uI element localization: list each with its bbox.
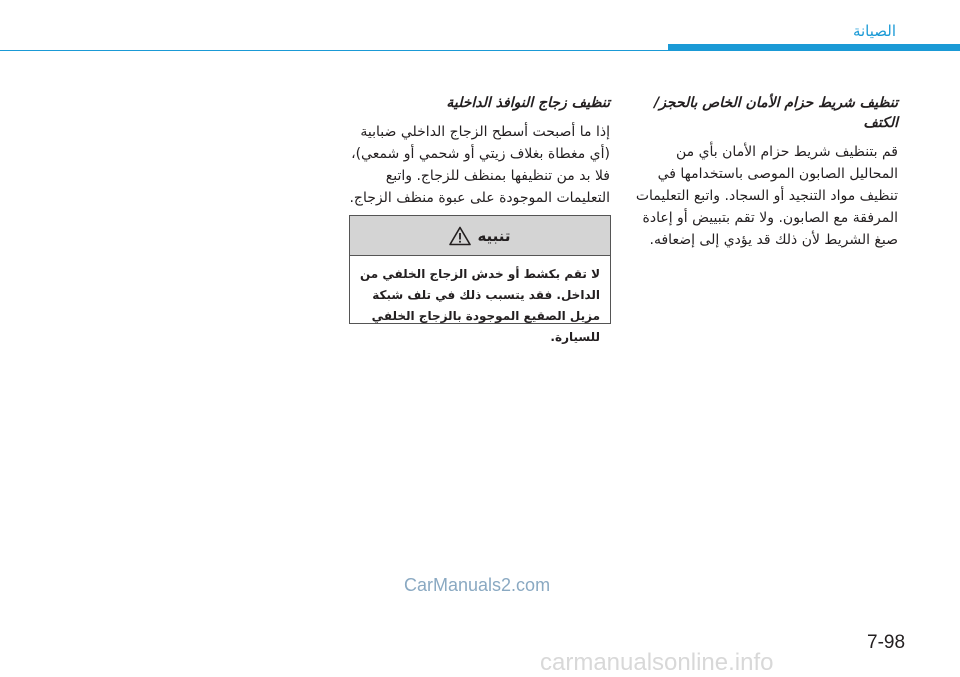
glass-cleaning-section: [348, 93, 610, 209]
warning-triangle-icon: [449, 226, 471, 246]
glass-cleaning-heading: تنظيف زجاج النوافذ الداخلية: [446, 95, 610, 111]
seatbelt-cleaning-heading: تنظيف شريط حزام الأمان الخاص بالحجز/ الكتف: [654, 95, 898, 131]
caution-header: [350, 216, 610, 256]
site-watermark: CarManuals2.com: [404, 575, 551, 595]
header-divider: [0, 50, 960, 51]
caution-box: [349, 215, 611, 344]
seatbelt-cleaning-text: قم بتنظيف شريط حزام الأمان بأي من المحاليل الصابون الموصى باستخدامها في تنظيف مواد التنجيد أو السجاد. واتبع التعليمات المرفقة مع الصابون. ولا تقم بتبييض أو إعادة صبغ الشريط لأن ذلك قد يؤدي إلى إضعافه.: [635, 144, 898, 248]
footer-watermark: carmanualsonline.info: [540, 649, 774, 676]
caution-title: تنبيه: [477, 226, 511, 245]
glass-cleaning-text: إذا ما أصبحت أسطح الزجاج الداخلي ضبابية (أي مغطاة بغلاف زيتي أو شحمي أو شمعي)، فلا بد من تنظيفها بمنظف للزجاج. واتبع التعليمات الموجودة على عبوة منظف الزجاج.: [349, 124, 610, 206]
seatbelt-cleaning-section: [626, 93, 898, 251]
caution-text: لا تقم بكشط أو خدش الزجاج الخلفي من الداخل. فقد يتسبب ذلك في تلف شبكة مزيل الصقيع الموجودة بالزجاج الخلفي للسيارة.: [359, 267, 600, 344]
section-title: الصيانة: [852, 22, 896, 40]
page-number: 7-98: [867, 632, 906, 653]
